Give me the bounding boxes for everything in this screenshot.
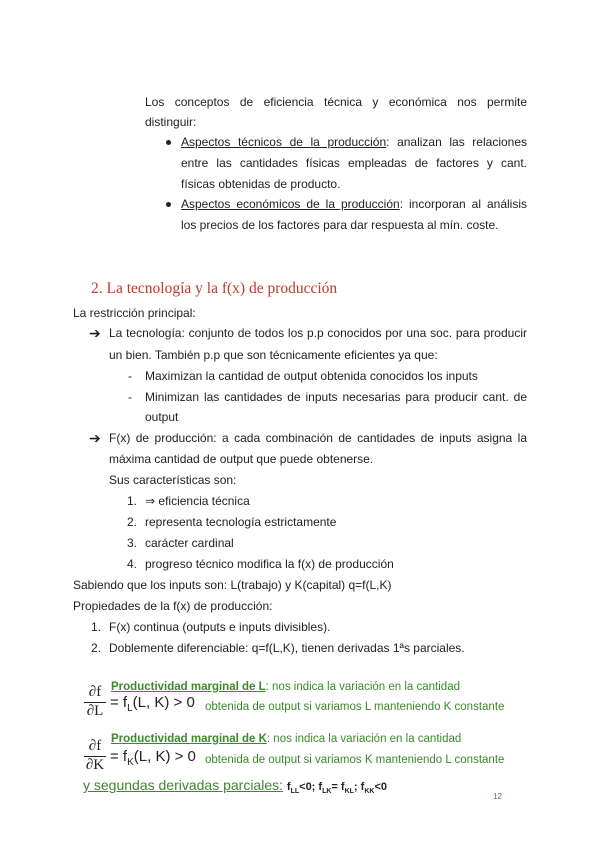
marginal-l-desc-1: : nos indica la variación en la cantidad (265, 681, 460, 693)
arrow-right-icon: ➔ (89, 430, 101, 446)
fkl-rest: ; (353, 781, 361, 793)
marginal-l-title: Productividad marginal de L (111, 681, 266, 693)
list-item: Doblemente diferenciable: q=f(L,K), tienen derivadas 1ªs parciales. (109, 641, 465, 655)
second-derivatives-line (83, 775, 387, 802)
bullet-1-title: Aspectos técnicos de la producción (181, 135, 387, 149)
intro-line-1: Los conceptos de eficiencia técnica y económica nos permite (145, 95, 527, 109)
fkk: f (360, 781, 365, 793)
fkk-rest: <0 (374, 781, 387, 793)
expr-args: (L, K) > 0 (133, 748, 196, 765)
second-derivatives-title: y segundas derivadas parciales: (83, 777, 284, 793)
fkl-sub: KL (344, 788, 354, 796)
bullet-2-title: Aspectos económicos de la producción (181, 197, 400, 211)
bullet-2-line-1 (181, 196, 527, 212)
fkl: f (340, 781, 345, 793)
bullet-2-rest: : incorporan al análisis (399, 197, 527, 211)
arrow1-line-2: un bien. También p.p que son técnicamente eficientes ya que: (109, 348, 438, 362)
marginal-l-line-1 (111, 679, 460, 695)
intro-line-2: distinguir: (145, 115, 197, 129)
flk-rest: = (331, 781, 341, 793)
dash-icon: - (128, 369, 132, 383)
partial-k-denominator: ∂K (85, 757, 105, 773)
marginal-l-expression (110, 694, 195, 714)
list-number: 4. (127, 557, 138, 571)
bullet-1-line-2: entre las cantidades físicas empleadas de factores y cant. (181, 156, 527, 170)
expr-args: (L, K) > 0 (132, 694, 195, 711)
arrow2-line-1: F(x) de producción: a cada combinación de cantidades de inputs asigna la (109, 431, 527, 445)
bullet-2-line-2: los precios de los factores para dar respuesta al mín. coste. (181, 218, 499, 232)
expr-eq: = f (110, 694, 128, 711)
partial-f-numerator: ∂f (88, 684, 102, 700)
list-number: 2. (91, 641, 102, 655)
bullet-1-line-3: físicas obtenidas de producto. (181, 177, 341, 191)
expr-sub: L (127, 703, 133, 714)
list-number: 3. (127, 536, 138, 550)
dash-icon: - (128, 390, 132, 404)
marginal-k-title: Productividad marginal de K (111, 733, 267, 745)
arrow2-line-3: Sus características son: (109, 473, 237, 487)
section-heading: 2. La tecnología y la f(x) de producción (91, 280, 338, 297)
bullet-dot-icon (166, 202, 171, 207)
properties-title: Propiedades de la f(x) de producción: (73, 599, 273, 613)
bullet-1-rest: : analizan las relaciones (386, 135, 528, 149)
list-number: 1. (91, 620, 102, 634)
arrow2-line-2: máxima cantidad de output que puede obtenerse. (109, 452, 374, 466)
dash-item-2-line-2: output (145, 410, 179, 424)
restriction-label: La restricción principal: (73, 306, 196, 320)
bullet-dot-icon (166, 140, 171, 145)
list-number: 1. (127, 494, 138, 508)
flk-sub: LK (322, 788, 332, 796)
dash-item-2-line-1: Minimizan las cantidades de inputs necesarias para producir cant. de (145, 390, 527, 404)
fll: f (286, 781, 291, 793)
arrow-right-icon: ➔ (89, 325, 101, 341)
bullet-1-line-1 (181, 134, 527, 150)
partial-l-denominator: ∂L (86, 703, 104, 719)
arrow1-line-1: La tecnología: conjunto de todos los p.p conocidos por una soc. para producir (109, 326, 527, 340)
inputs-line: Sabiendo que los inputs son: L(trabajo) y K(capital) q=f(L,K) (73, 578, 392, 592)
marginal-k-desc-2: obtenida de output si variamos K manteniendo L constante (205, 754, 505, 766)
marginal-k-desc-1: : nos indica la variación en la cantidad (266, 733, 462, 745)
fkk-sub: KK (364, 788, 375, 796)
list-number: 2. (127, 515, 138, 529)
dash-item-1: Maximizan la cantidad de output obtenida conocidos los inputs (145, 369, 478, 383)
flk: f (318, 781, 323, 793)
list-item: carácter cardinal (145, 536, 234, 550)
marginal-k-line-1 (111, 731, 461, 747)
list-item: representa tecnología estrictamente (145, 515, 337, 529)
expr-eq: = f (110, 748, 128, 765)
marginal-k-expression (110, 748, 196, 768)
fll-rest: <0; (299, 781, 319, 793)
marginal-l-desc-2: obtenida de output si variamos L manteniendo K constante (205, 701, 505, 713)
list-item: progreso técnico modifica la f(x) de producción (145, 557, 394, 571)
list-item: ⇒ eficiencia técnica (145, 494, 250, 508)
partial-f-numerator: ∂f (88, 738, 102, 754)
list-item: F(x) continua (outputs e inputs divisibles). (109, 620, 331, 634)
expr-sub: K (127, 757, 134, 768)
fll-sub: LL (290, 788, 300, 796)
page-number: 12 (493, 792, 502, 801)
